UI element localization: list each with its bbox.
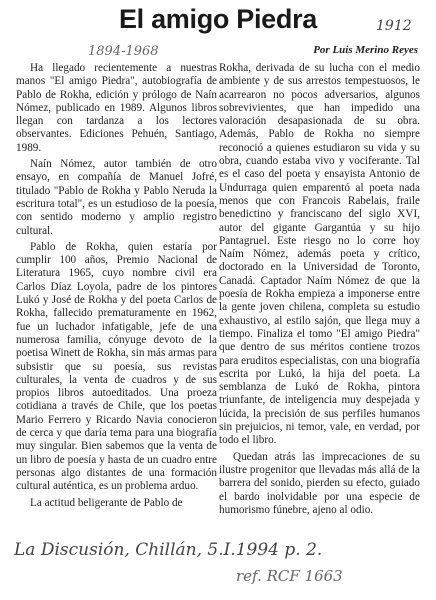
column-left: [16, 62, 217, 513]
paragraph: Pablo de Rokha, quien estaría por cumplir 100 años, Premio Nacional de Literatura 1965, cuyo nombre civil era Carlos Díaz Loyola, padre de los pintores Lukó y José de Rokha y del poeta Carlos de Rokha, fallecido prematuramente en 1962, fue un luchador infatigable, jefe de una numerosa familia, cónyuge devoto de la poetisa Winett de Rokha, sin más armas para subsistir que su poesía, sus revistas culturales, la venta de cuadros y de sus propios libros autoeditados. Una proeza cotidiana a través de Chile, que los poetas Mario Ferrero y Ricardo Navia conocieron de cerca y que daría tema para una biografía muy singular. Bien sabemos que la venta de un libro de poesía y hasta de un cuadro entre personas algo distantes de una formación cultural auténtica, es un problema arduo.: [16, 240, 217, 493]
column-right: [219, 62, 420, 520]
handwritten-citation: La Discusión, Chillán, 5.I.1994 p. 2.: [14, 540, 323, 560]
paragraph: Quedan atrás las imprecaciones de su ilustre progenitor que llevadas más allá de la barrera del sonido, pierden su efecto, guiado el bardo inolvidable por una especie de humorismo fúnebre, ajeno al odio.: [219, 450, 420, 516]
paragraph-continuation: Rokha, derivada de su lucha con el medio ambiente y de sus arrestos tempestuosos, le acarrearon no pocos adversarios, algunos sobrevivientes, que han impedido una valoración desapasionada de su obra. Además, Pablo de Rokha no siempre reconoció a quienes estudiaron su vida y su obra, cuando estaba vivo y vociferante. Tal es el caso del poeta y ensayista Antonio de Undurraga quien emparentó al poeta nada menos que con Francois Rabelais, fraile benedictino y franciscano del siglo XVI, autor del gigante Gargantúa y su hijo Pantagruel. Este riesgo no lo corre hoy Naím Nómez, además poeta y crítico, doctorado en la Universidad de Toronto, Canadá. Captador Naím Nómez de que la poesía de Rokha empieza a imponerse entre la gente joven chilena, completa su estudio exhaustivo, al estilo sajón, que llega muy a tiempo. Finaliza el tomo "El amigo Piedra" que dentro de sus méritos contiene trozos para eruditos especialistas, con una biografía escrita por Lukó, la hija del poeta. La semblanza de Lukó de Rokha, pintora triunfante, de inteligencia muy despejada y lúcida, la precisión de sus perfiles humanos sin prejuicios, ni temor, vale, en verdad, por todo el libro.: [219, 62, 420, 447]
byline: Por Luis Merino Reyes: [313, 44, 418, 56]
paragraph: Naín Nómez, autor también de otro ensayo, en compañía de Manuel Jofré, titulado "Pablo de Rokha y Pablo Neruda la escritura total", es un estudioso de la poesía, con sentido moderno y amplio registro cultural.: [16, 158, 217, 237]
handwritten-year: 1912: [376, 18, 412, 34]
paragraph: Ha llegado recientemente a nuestras manos "El amigo Piedra", autobiografía de Pablo de Rokha, edición y prólogo de Naín Nómez, publicado en 1989. Algunos libros llegan con tardanza a los lectores observantes. Ediciones Pehuén, Santiago, 1989.: [16, 62, 217, 154]
handwritten-dates: 1894-1968: [88, 44, 159, 59]
article-title: El amigo Piedra: [118, 4, 318, 34]
handwritten-reference: ref. RCF 1663: [236, 567, 343, 585]
paragraph: La actitud beligerante de Pablo de: [30, 496, 183, 509]
